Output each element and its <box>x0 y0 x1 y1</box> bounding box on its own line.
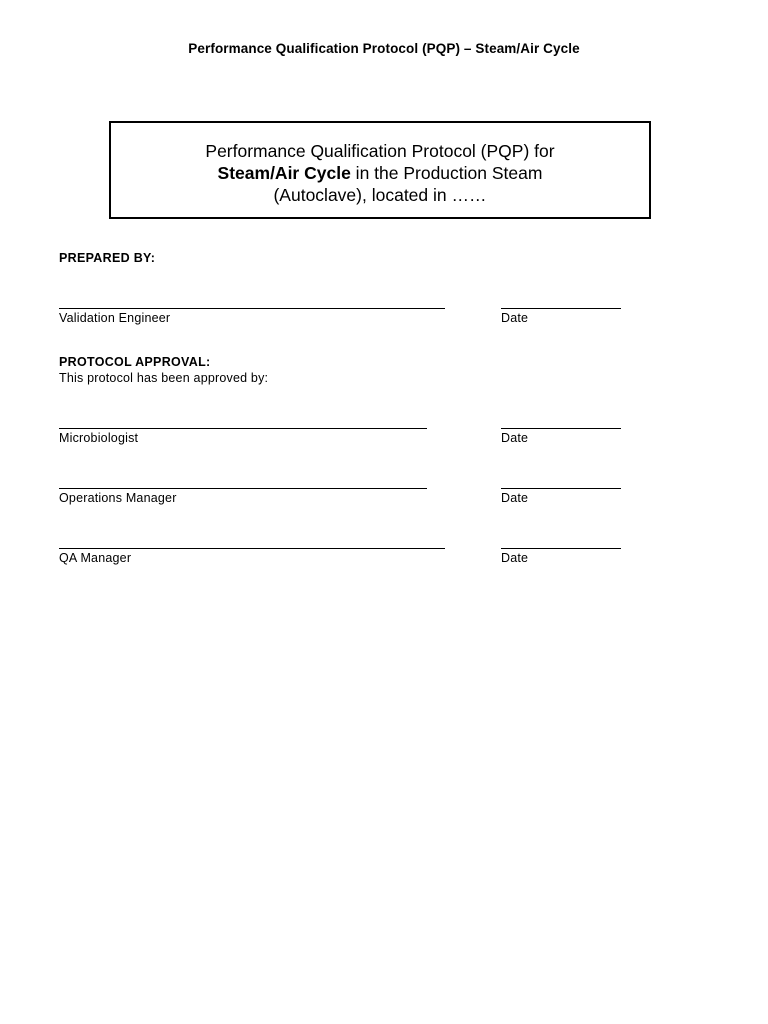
microbiologist-label: Microbiologist <box>59 431 139 445</box>
validation-engineer-date-line <box>501 308 621 309</box>
microbiologist-signature-line <box>59 428 427 429</box>
microbiologist-date-line <box>501 428 621 429</box>
title-line-2 <box>111 162 649 184</box>
title-bold-text: Steam/Air Cycle <box>217 163 351 183</box>
qa-manager-signature-line <box>59 548 445 549</box>
protocol-approval-heading: PROTOCOL APPROVAL: <box>59 355 211 369</box>
validation-engineer-signature-line <box>59 308 445 309</box>
qa-manager-date-label: Date <box>501 551 529 565</box>
microbiologist-date-label: Date <box>501 431 529 445</box>
operations-manager-label: Operations Manager <box>59 491 177 505</box>
validation-engineer-label: Validation Engineer <box>59 311 171 325</box>
qa-manager-date-line <box>501 548 621 549</box>
title-line-3: (Autoclave), located in …… <box>273 185 487 205</box>
title-line-1: Performance Qualification Protocol (PQP) for <box>205 141 555 161</box>
title-line-2-rest: in the Production Steam <box>350 163 543 183</box>
operations-manager-date-line <box>501 488 621 489</box>
document-header: Performance Qualification Protocol (PQP) – Steam/Air Cycle <box>188 41 580 56</box>
operations-manager-date-label: Date <box>501 491 529 505</box>
validation-engineer-date-label: Date <box>501 311 529 325</box>
title-box <box>109 121 651 219</box>
operations-manager-signature-line <box>59 488 427 489</box>
qa-manager-label: QA Manager <box>59 551 132 565</box>
approval-intro-text: This protocol has been approved by: <box>59 371 269 385</box>
prepared-by-heading: PREPARED BY: <box>59 251 156 265</box>
